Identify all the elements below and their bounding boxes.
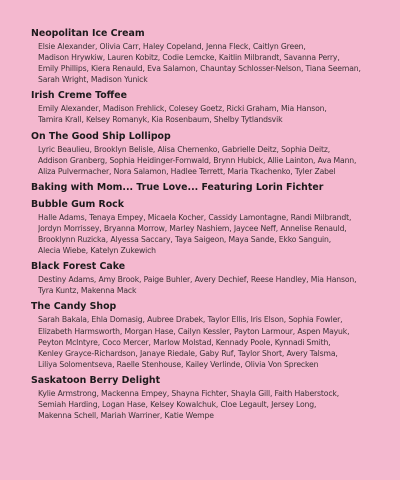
performer-names-line: Semiah Harding, Logan Hase, Kelsey Kowalchuk, Cloe Legault, Jersey Long, <box>38 399 317 409</box>
performer-names-line: Peyton McIntyre, Coco Mercer, Marlow Molstad, Kennady Poole, Kynnadi Smith, <box>38 337 331 347</box>
performance-section <box>31 199 386 256</box>
performer-names <box>31 274 386 296</box>
performance-title: Saskatoon Berry Delight <box>31 374 161 386</box>
performer-names-line: Emily Alexander, Madison Frehlick, Colesey Goetz, Ricki Graham, Mia Hanson, <box>38 104 327 114</box>
performer-names-line: Jordyn Morrissey, Bryanna Morrow, Marley Nashiem, Jaycee Neff, Annelise Renauld, <box>38 223 347 233</box>
performer-names-line: Elizabeth Harmsworth, Morgan Hase, Cailyn Kessler, Payton Larmour, Aspen Mayuk, <box>38 326 350 336</box>
performer-names <box>31 314 386 369</box>
performer-names <box>31 41 386 85</box>
performer-names-line: Halle Adams, Tenaya Empey, Micaela Kocher, Cassidy Lamontagne, Randi Milbrandt, <box>38 212 352 222</box>
performer-names-line: Tamira Krall, Kelsey Romanyk, Kia Rosenbaum, Shelby Tytlandsvik <box>38 115 283 125</box>
performer-names-line: Tyra Kuntz, Makenna Mack <box>38 286 137 296</box>
performer-names-line: Madison Hrywkiw, Lauren Kobitz, Codie Lemcke, Kaitlin Milbrandt, Savanna Perry, <box>38 53 340 63</box>
performer-names-line: Aliza Pulvermacher, Nora Salamon, Hadlee Terrett, Maria Tkachenko, Tyler Zabel <box>38 166 336 176</box>
performer-names-line: Addison Granberg, Sophia Heidinger-Fornwald, Brynn Hubick, Allie Lainton, Ava Mann, <box>38 155 357 165</box>
performer-names-line: Alecia Wiebe, Katelyn Zukewich <box>38 246 156 256</box>
performance-title: On The Good Ship Lollipop <box>31 130 171 142</box>
performer-names-line: Emily Phillips, Kiera Renauld, Eva Salamon, Chauntay Schlosser-Nelson, Tiana Seeman, <box>38 64 361 74</box>
performer-names-line: Destiny Adams, Amy Brook, Paige Buhler, Avery Dechief, Reese Handley, Mia Hanson, <box>38 275 357 285</box>
performer-names <box>31 103 386 125</box>
performer-names-line: Lyric Beaulieu, Brooklyn Belisle, Alisa Chernenko, Gabrielle Deitz, Sophia Deitz, <box>38 144 331 154</box>
performance-section <box>31 375 386 421</box>
performer-names-line: Sarah Wright, Madison Yunick <box>38 75 148 85</box>
performer-names <box>31 144 386 177</box>
performer-names <box>31 388 386 421</box>
performance-title: Black Forest Cake <box>31 261 126 273</box>
performer-names-line: Elsie Alexander, Olivia Carr, Haley Copeland, Jenna Fleck, Caitlyn Green, <box>38 42 306 51</box>
performance-section <box>31 90 386 125</box>
performance-title: Neopolitan Ice Cream <box>31 28 145 39</box>
performance-title: Irish Creme Toffee <box>31 90 127 102</box>
performance-section <box>31 261 386 296</box>
performance-section <box>31 131 386 177</box>
performance-title: Bubble Gum Rock <box>31 198 124 210</box>
performance-title: The Candy Shop <box>31 301 117 313</box>
performer-names-line: Makenna Schell, Mariah Warriner, Katie Wempe <box>38 411 214 421</box>
performance-title: Baking with Mom... True Love... Featuring Lorin Fichter <box>31 181 324 193</box>
performance-section <box>31 182 386 194</box>
performer-names-line: Kylie Armstrong, Mackenna Empey, Shayna Fichter, Shayla Gill, Faith Haberstock, <box>38 388 339 398</box>
performer-names-line: Sarah Bakala, Ehla Domasig, Aubree Drabek, Taylor Ellis, Iris Elson, Sophia Fowler, <box>38 315 343 325</box>
performance-section <box>31 301 386 369</box>
performance-section <box>31 28 386 85</box>
performer-names <box>31 212 386 256</box>
performer-names-line: Liliya Solomentseva, Raelle Stenhouse, Kailey Verlinde, Olivia Von Sprecken <box>38 359 319 369</box>
performer-names-line: Brooklynn Ruzicka, Alyessa Saccary, Taya Saigeon, Maya Sande, Ekko Sanguin, <box>38 235 332 245</box>
performer-names-line: Kenley Grayce-Richardson, Janaye Riedale, Gaby Ruf, Taylor Short, Avery Talsma, <box>38 348 338 358</box>
